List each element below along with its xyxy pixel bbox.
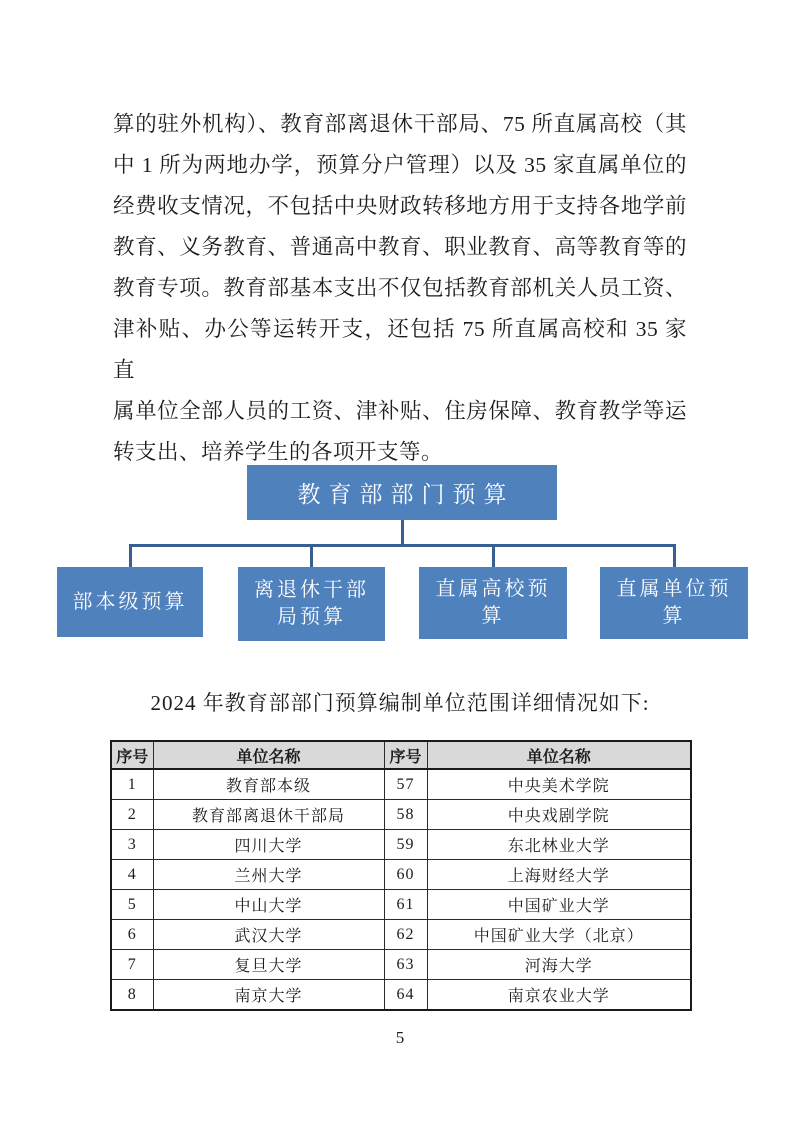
org-chart-child-box (419, 567, 567, 639)
table-cell: 武汉大学 (153, 920, 384, 950)
table-cell: 8 (111, 980, 153, 1011)
table-cell: 58 (384, 800, 427, 830)
org-chart-root-label: 教育部部门预算 (297, 482, 515, 507)
table-cell: 复旦大学 (153, 950, 384, 980)
paragraph-line: 津补贴、办公等运转开支，还包括 75 所直属高校和 35 家直 (113, 317, 687, 382)
connector-line (129, 547, 132, 567)
table-cell: 63 (384, 950, 427, 980)
org-chart-child-label: 离退休干部局预算 (254, 579, 369, 628)
table-cell: 5 (111, 890, 153, 920)
table-cell: 60 (384, 860, 427, 890)
table-row (111, 769, 691, 800)
table-header-cell: 单位名称 (427, 741, 691, 769)
table-cell: 东北林业大学 (427, 830, 691, 860)
table-cell: 教育部离退休干部局 (153, 800, 384, 830)
table-cell: 河海大学 (427, 950, 691, 980)
body-paragraph (113, 104, 687, 473)
table-header-cell: 单位名称 (153, 741, 384, 769)
table-cell: 57 (384, 769, 427, 800)
table-cell: 64 (384, 980, 427, 1011)
table-caption: 2024 年教育部部门预算编制单位范围详细情况如下: (150, 691, 650, 715)
table-header-cell: 序号 (111, 741, 153, 769)
paragraph-line: 属单位全部人员的工资、津补贴、住房保障、教育教学等运 (113, 399, 687, 423)
table-cell: 61 (384, 890, 427, 920)
paragraph-line: 教育专项。教育部基本支出不仅包括教育部机关人员工资、 (113, 276, 687, 300)
table-row (111, 830, 691, 860)
table-row (111, 950, 691, 980)
org-chart-child-box (600, 567, 748, 639)
table-row (111, 920, 691, 950)
table-cell: 上海财经大学 (427, 860, 691, 890)
table-header-cell: 序号 (384, 741, 427, 769)
paragraph-line: 算的驻外机构）、教育部离退休干部局、75 所直属高校（其 (113, 112, 687, 136)
paragraph-line: 转支出、培养学生的各项开支等。 (113, 440, 444, 464)
org-chart-child-box (238, 567, 385, 641)
table-cell: 6 (111, 920, 153, 950)
paragraph-line: 经费收支情况，不包括中央财政转移地方用于支持各地学前 (113, 194, 687, 218)
table-cell: 59 (384, 830, 427, 860)
table-cell: 62 (384, 920, 427, 950)
org-chart-child-box (57, 567, 203, 637)
table-cell: 4 (111, 860, 153, 890)
org-chart-child-label: 直属单位预算 (616, 578, 732, 627)
table-cell: 兰州大学 (153, 860, 384, 890)
table-cell: 中央美术学院 (427, 769, 691, 800)
table-cell: 中国矿业大学（北京） (427, 920, 691, 950)
paragraph-line: 中 1 所为两地办学，预算分户管理）以及 35 家直属单位的 (113, 153, 687, 177)
table-header-row (111, 741, 691, 769)
budget-units-table (110, 740, 692, 1011)
table-row (111, 890, 691, 920)
table-cell: 中央戏剧学院 (427, 800, 691, 830)
table-cell: 南京农业大学 (427, 980, 691, 1011)
table-row (111, 980, 691, 1011)
table-cell: 教育部本级 (153, 769, 384, 800)
table-cell: 7 (111, 950, 153, 980)
connector-line (401, 520, 404, 544)
paragraph-line: 教育、义务教育、普通高中教育、职业教育、高等教育等的 (113, 235, 687, 259)
table-cell: 中国矿业大学 (427, 890, 691, 920)
org-chart-root-box (247, 465, 557, 520)
table-cell: 1 (111, 769, 153, 800)
table-cell: 中山大学 (153, 890, 384, 920)
org-chart-child-label: 直属高校预算 (435, 578, 551, 627)
table-row (111, 860, 691, 890)
connector-line (673, 547, 676, 567)
table-cell: 南京大学 (153, 980, 384, 1011)
table-row (111, 800, 691, 830)
org-chart-child-label: 部本级预算 (72, 590, 188, 613)
connector-line (129, 544, 676, 547)
connector-line (492, 547, 495, 567)
table-cell: 3 (111, 830, 153, 860)
connector-line (310, 547, 313, 567)
table-cell: 2 (111, 800, 153, 830)
table-cell: 四川大学 (153, 830, 384, 860)
page-number: 5 (395, 1028, 405, 1047)
